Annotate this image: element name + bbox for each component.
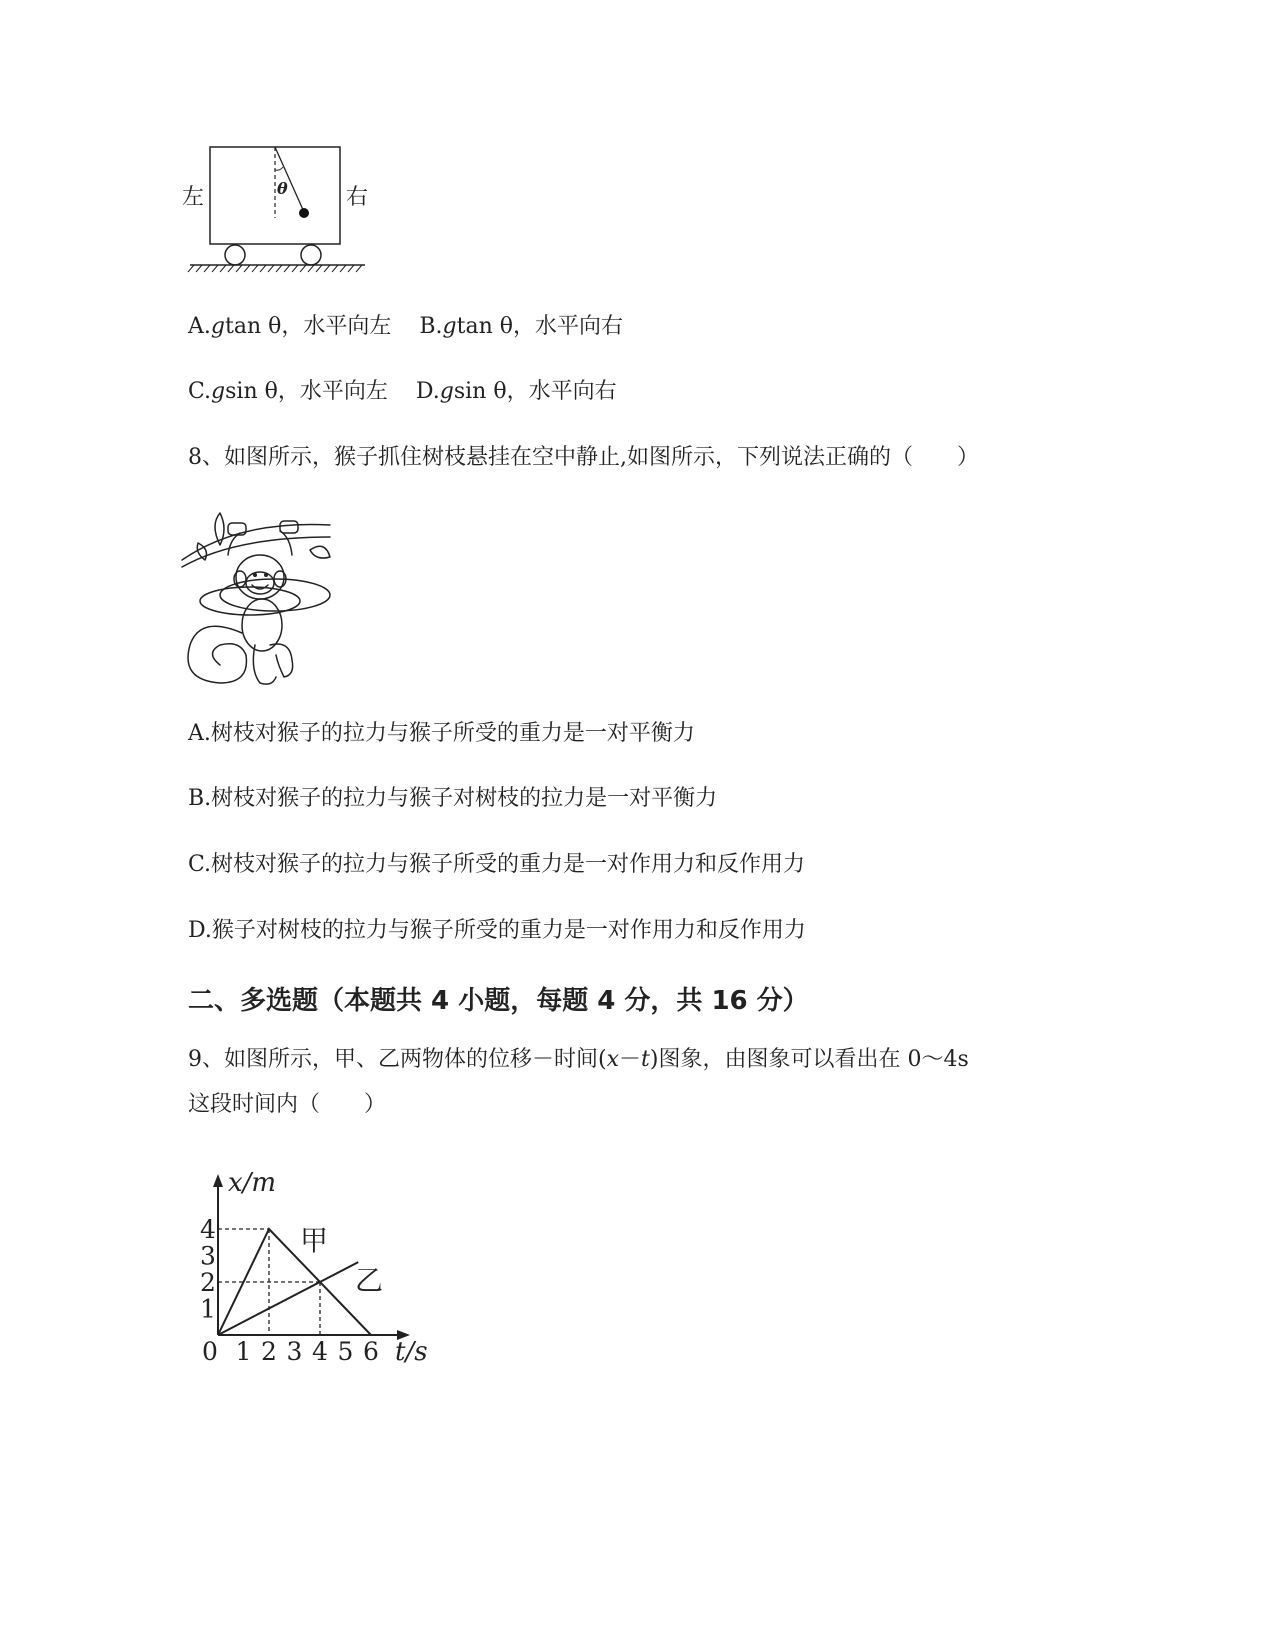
q8-option-d[interactable]: D.猴子对树枝的拉力与猴子所受的重力是一对作用力和反作用力 (188, 918, 806, 943)
q7-option-d[interactable]: D.gsin θ，水平向右 (415, 379, 617, 404)
q8-stem: 8、如图所示，猴子抓住树枝悬挂在空中静止,如图所示，下列说法正确的（ ） (188, 445, 979, 470)
q7-option-a[interactable]: A.gtan θ，水平向左 (188, 314, 392, 339)
q7-option-c[interactable]: C.gsin θ，水平向左 (188, 379, 388, 404)
y-axis-label: x/m (228, 1168, 277, 1198)
angle-label: θ (277, 179, 288, 198)
y-tick-label: 3 (200, 1241, 216, 1271)
q7-option-b[interactable]: B.gtan θ，水平向右 (419, 314, 624, 339)
q8-option-c[interactable]: C.树枝对猴子的拉力与猴子所受的重力是一对作用力和反作用力 (188, 852, 806, 877)
monkey-hanging-figure (180, 505, 340, 690)
cart-pendulum-figure (180, 140, 380, 275)
series-label-jia: 甲 (300, 1224, 329, 1257)
right-label: 右 (346, 185, 369, 210)
section-heading-multiple-choice: 二、多选题（本题共 4 小题，每题 4 分，共 16 分） (188, 986, 809, 1016)
y-tick-label: 1 (200, 1294, 216, 1324)
ground-hatching (188, 265, 362, 272)
y-tick-label: 4 (200, 1215, 216, 1244)
x-tick-label: 4 (312, 1337, 328, 1366)
x-tick-label: 3 (286, 1337, 303, 1366)
q8-option-b[interactable]: B.树枝对猴子的拉力与猴子对树枝的拉力是一对平衡力 (188, 786, 718, 811)
left-label: 左 (182, 185, 205, 210)
left-wheel (225, 245, 245, 265)
x-tick-label: 5 (337, 1337, 354, 1366)
q7-options-row-1 (188, 312, 623, 342)
q9-stem-line-2: 这段时间内（ ） (188, 1092, 387, 1117)
right-wheel (301, 245, 321, 265)
x-tick-label: 2 (261, 1337, 277, 1366)
position-time-chart (190, 1160, 440, 1375)
series-label-yi: 乙 (355, 1264, 384, 1297)
x-tick-label: 0 (202, 1337, 218, 1366)
angle-arc (275, 167, 283, 170)
y-tick-label: 2 (200, 1268, 216, 1297)
q8-option-a[interactable]: A.树枝对猴子的拉力与猴子所受的重力是一对平衡力 (188, 721, 695, 746)
q7-options-row-2 (188, 377, 617, 407)
q9-stem-line-1: 9、如图所示，甲、乙两物体的位移－时间(x－t)图象，由图象可以看出在 0～4s (188, 1047, 969, 1072)
x-tick-label: 6 (363, 1337, 379, 1366)
y-axis-arrow (213, 1174, 223, 1187)
x-axis-label: t/s (395, 1337, 428, 1367)
pendulum-bob (299, 208, 309, 218)
x-tick-label: 1 (235, 1337, 252, 1366)
